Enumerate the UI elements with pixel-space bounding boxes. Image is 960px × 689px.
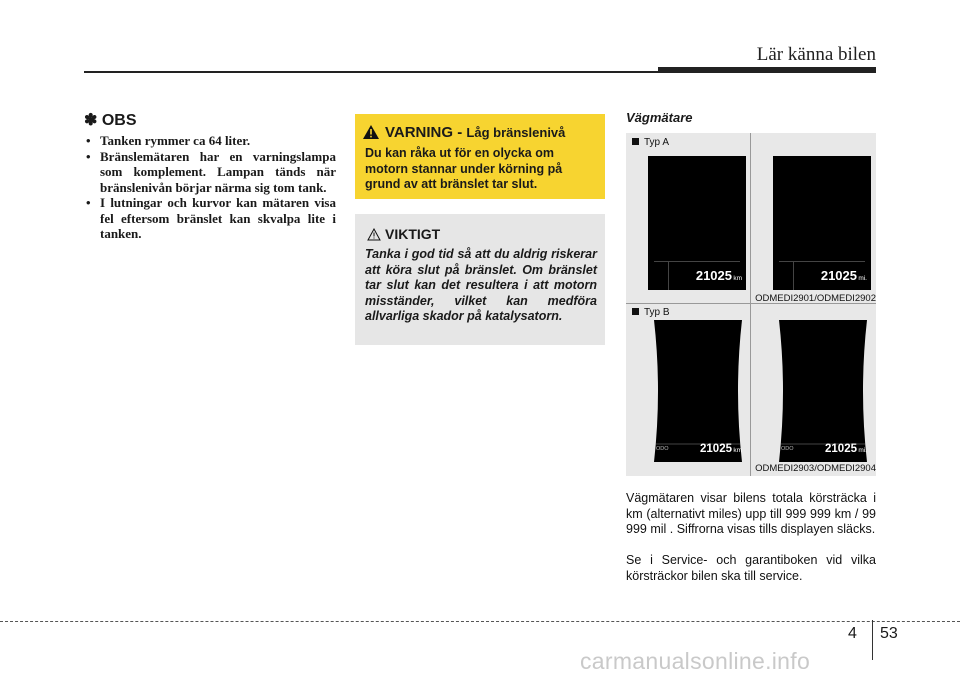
odometer-unit: km — [733, 447, 742, 454]
odometer-unit: mi. — [858, 275, 867, 282]
odometer-figure — [626, 133, 876, 476]
header-rule-accent — [658, 67, 876, 73]
important-box — [355, 214, 605, 345]
figure-divider — [750, 304, 751, 476]
important-label: VIKTIGT — [385, 226, 441, 242]
odometer-paragraph: Vägmätaren visar bilens totala körsträcka i km (alternativt miles) upp till 999 999 km / 99 999 mil . Siffrorna visas tills displayen släcks. — [626, 491, 876, 536]
important-heading — [367, 226, 440, 244]
obs-item: • Bränslemätaren har en varningslampa som komplement. Lampan tänds när bränslenivån börjar närma sig tom tank. — [84, 149, 336, 196]
warning-triangle-icon — [363, 125, 379, 143]
obs-item: • I lutningar och kurvor kan mätaren visa fel eftersom bränslet kan skvalpa lite i tanken. — [84, 195, 336, 242]
figure-code-a: ODMEDI2901/ODMEDI2902 — [755, 293, 876, 304]
odometer-value: 21025 — [700, 443, 732, 455]
type-a-label: Typ A — [632, 137, 669, 148]
caution-triangle-icon — [367, 228, 381, 244]
odometer-value: 21025 — [820, 268, 857, 283]
watermark: carmanualsonline.info — [580, 648, 811, 674]
chapter-number: 4 — [848, 625, 857, 642]
odometer-unit: mi. — [858, 447, 867, 454]
obs-title: ✽ OBS — [84, 112, 137, 129]
important-text: Tanka i god tid så att du aldrig riskerar att köra slut på bränslet. Om bränslet tar slut kan det resultera i att motorn misständer, vilket kan medföra allvarliga skador på katalysatorn. — [365, 247, 597, 323]
type-b-label: Typ B — [632, 307, 670, 318]
odometer-value: 21025 — [695, 268, 732, 283]
odometer-paragraph: Se i Service- och garantiboken vid vilka körsträckor bilen ska till service. — [626, 553, 876, 583]
warning-label: VARNING - — [385, 124, 463, 141]
warning-heading — [363, 124, 565, 143]
figure-divider — [750, 133, 751, 303]
odometer-display-b-mi — [773, 320, 873, 462]
odo-label: ODO — [781, 446, 794, 452]
header-rule — [84, 71, 684, 73]
page-number-divider — [872, 620, 873, 660]
warning-box — [355, 114, 605, 199]
footer-rule — [0, 621, 960, 622]
odometer-title: Vägmätare — [626, 110, 693, 125]
section-title: Lär känna bilen — [756, 44, 876, 65]
obs-list — [84, 133, 336, 242]
figure-code-b: ODMEDI2903/ODMEDI2904 — [755, 463, 876, 474]
odometer-value: 21025 — [825, 443, 857, 455]
odometer-display-b-km — [648, 320, 748, 462]
warning-text: Du kan råka ut för en olycka om motorn stannar under körning på grund av att bränslet tar slut. — [365, 146, 563, 191]
odometer-display-a-km — [648, 156, 746, 290]
warning-subtitle: Låg bränslenivå — [466, 125, 566, 140]
obs-item: • Tanken rymmer ca 64 liter. — [84, 133, 336, 149]
odometer-unit: km — [733, 275, 742, 282]
odo-label: ODO — [656, 446, 669, 452]
odometer-display-a-mi — [773, 156, 871, 290]
page-number: 53 — [880, 625, 898, 642]
